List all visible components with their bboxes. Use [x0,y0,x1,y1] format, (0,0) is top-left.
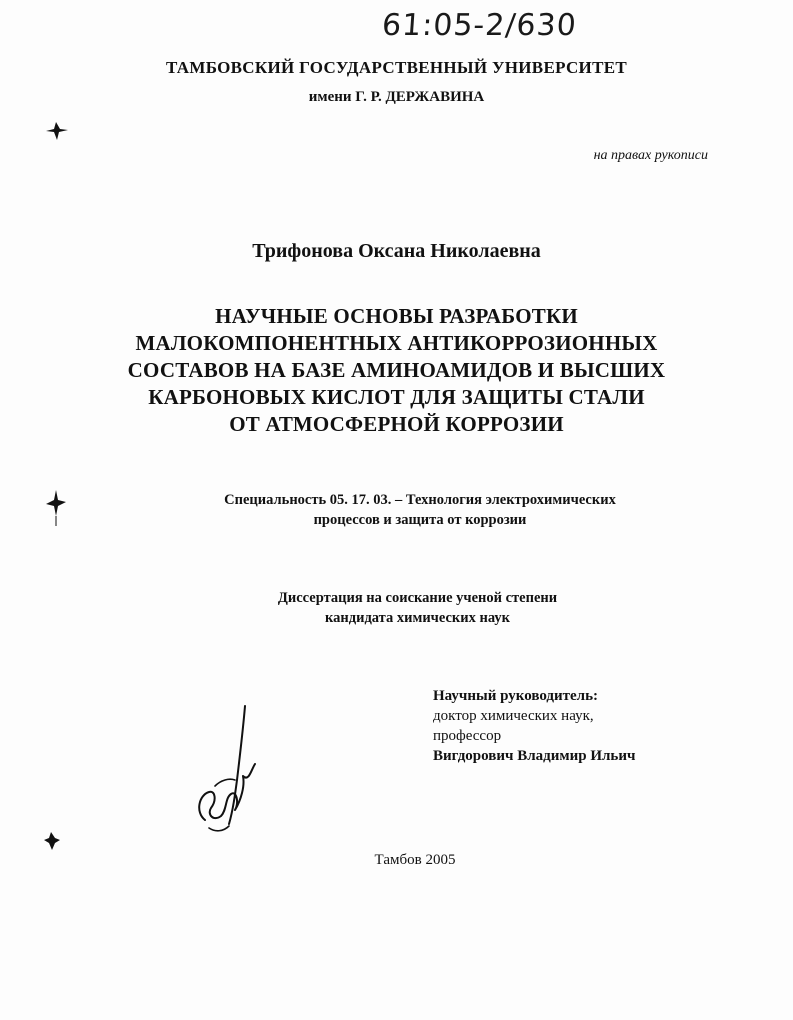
author-name: Трифонова Оксана Николаевна [252,240,541,262]
title-line: ОТ АТМОСФЕРНОЙ КОРРОЗИИ [229,412,564,436]
catalog-number: 61:05-2/630 [380,8,578,43]
city-year: Тамбов 2005 [374,852,456,868]
title-line: СОСТАВОВ НА БАЗЕ АМИНОАМИДОВ И ВЫСШИХ [127,358,666,382]
dissertation-title [120,303,673,438]
scan-mark-icon [42,488,70,528]
specialty-line: Специальность 05. 17. 03. – Технология электрохимических [224,492,616,508]
title-line: НАУЧНЫЕ ОСНОВЫ РАЗРАБОТКИ [215,304,578,328]
supervisor-block [433,686,635,766]
title-line: КАРБОНОВЫХ КИСЛОТ ДЛЯ ЗАЩИТЫ СТАЛИ [148,385,645,409]
university-name: ТАМБОВСКИЙ ГОСУДАРСТВЕННЫЙ УНИВЕРСИТЕТ [165,58,627,77]
degree-statement [150,588,685,628]
manuscript-note: на правах рукописи [593,148,708,163]
specialty-line: процессов и защита от коррозии [313,512,527,528]
supervisor-name: Вигдорович Владимир Ильич [433,748,636,764]
title-line: МАЛОКОМПОНЕНТНЫХ АНТИКОРРОЗИОННЫХ [135,331,658,355]
specialty [150,490,690,530]
degree-line: кандидата химических наук [325,610,510,626]
supervisor-rank: профессор [433,728,502,744]
signature-icon [185,700,275,840]
supervisor-degree: доктор химических наук, [433,708,594,724]
university-named-after: имени Г. Р. ДЕРЖАВИНА [308,89,485,105]
scan-mark-icon [44,120,70,142]
degree-line: Диссертация на соискание ученой степени [277,590,558,606]
scan-mark-icon [42,830,62,852]
supervisor-label: Научный руководитель: [433,688,598,704]
